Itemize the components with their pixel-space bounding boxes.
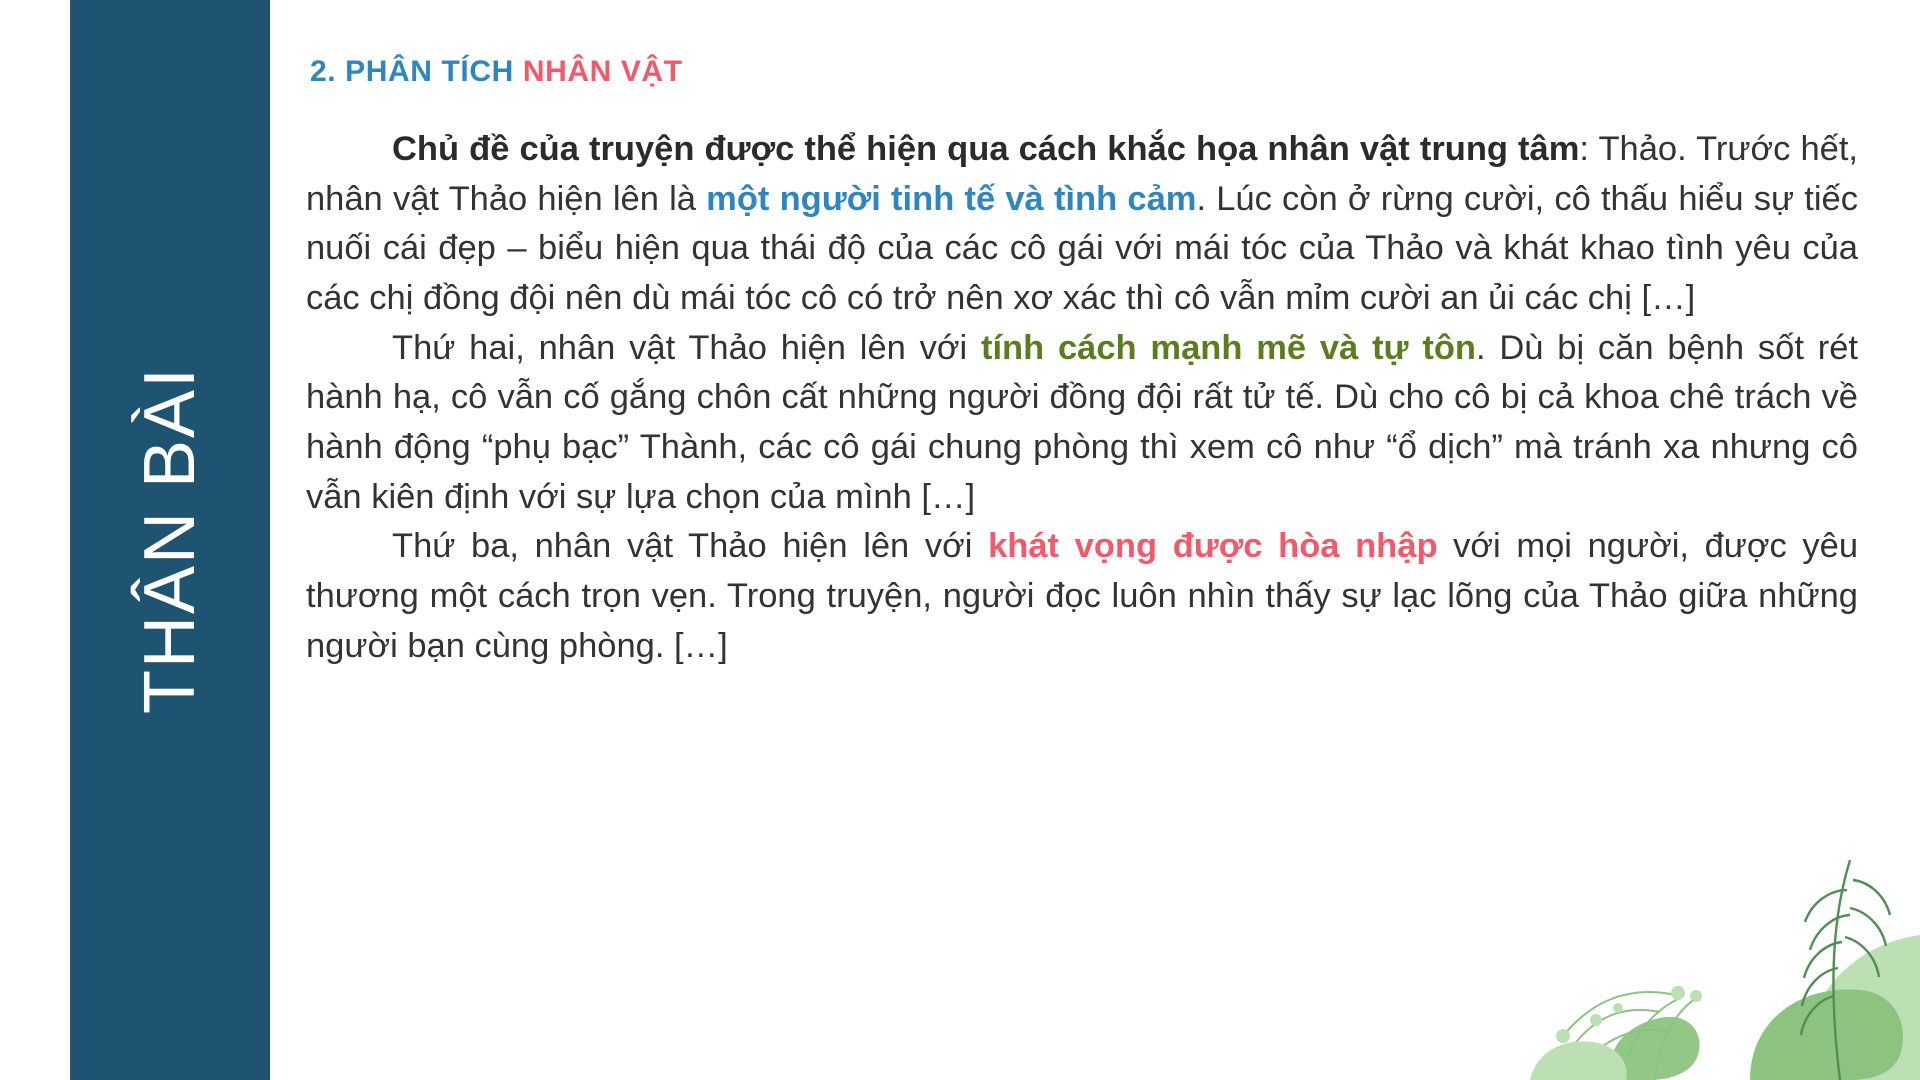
paragraph-3 xyxy=(306,522,1858,671)
paragraph-3-highlight: khát vọng được hòa nhập xyxy=(988,527,1438,566)
page-title xyxy=(310,55,683,89)
paragraph-1-text-1: : Thảo. Trước hết, nhân vật Thảo hiện lên là xyxy=(306,130,1858,218)
paragraph-1-lead: Chủ đề của truyện được thể hiện qua cách khắc họa nhân vật trung tâm xyxy=(392,130,1580,168)
paragraph-3-text-1: Thứ ba, nhân vật Thảo hiện lên với xyxy=(392,527,989,566)
body-text xyxy=(306,125,1858,671)
section-band xyxy=(70,0,270,1080)
page-title-part-1: 2. PHÂN TÍCH xyxy=(310,55,523,88)
page-title-part-2: NHÂN VẬT xyxy=(522,55,683,88)
slide-content xyxy=(300,0,1860,1080)
section-band-label: THÂN BÀI xyxy=(130,365,210,715)
paragraph-2-text-2: . Dù bị căn bệnh sốt rét hành hạ, cô vẫn cố gắng chôn cất những người đồng đội rất tử tế. Dù cho cô bị cả khoa chê trách về hành động “phụ bạc” Thành, các cô gái chung phòng thì xem cô như “ổ dịch” mà tránh xa nhưng cô vẫn kiên định với sự lựa chọn của mình […] xyxy=(306,328,1858,516)
paragraph-1-highlight: một người tinh tế và tình cảm xyxy=(706,179,1197,218)
paragraph-1 xyxy=(306,125,1858,324)
paragraph-2-text-1: Thứ hai, nhân vật Thảo hiện lên với xyxy=(392,328,981,367)
paragraph-2-highlight: tính cách mạnh mẽ và tự tôn xyxy=(980,328,1476,367)
paragraph-2 xyxy=(306,324,1858,523)
paragraph-3-text-2: với mọi người, được yêu thương một cách trọn vẹn. Trong truyện, người đọc luôn nhìn thấy sự lạc lõng của Thảo giữa những người bạn cùng phòng. […] xyxy=(306,527,1859,665)
paragraph-1-text-2: . Lúc còn ở rừng cười, cô thấu hiểu sự tiếc nuối cái đẹp – biểu hiện qua thái độ của các cô gái với mái tóc của Thảo và khát khao tình yêu của các chị đồng đội nên dù mái tóc cô có trở nên xơ xác thì cô vẫn mỉm cười an ủi các chị […] xyxy=(306,179,1858,318)
